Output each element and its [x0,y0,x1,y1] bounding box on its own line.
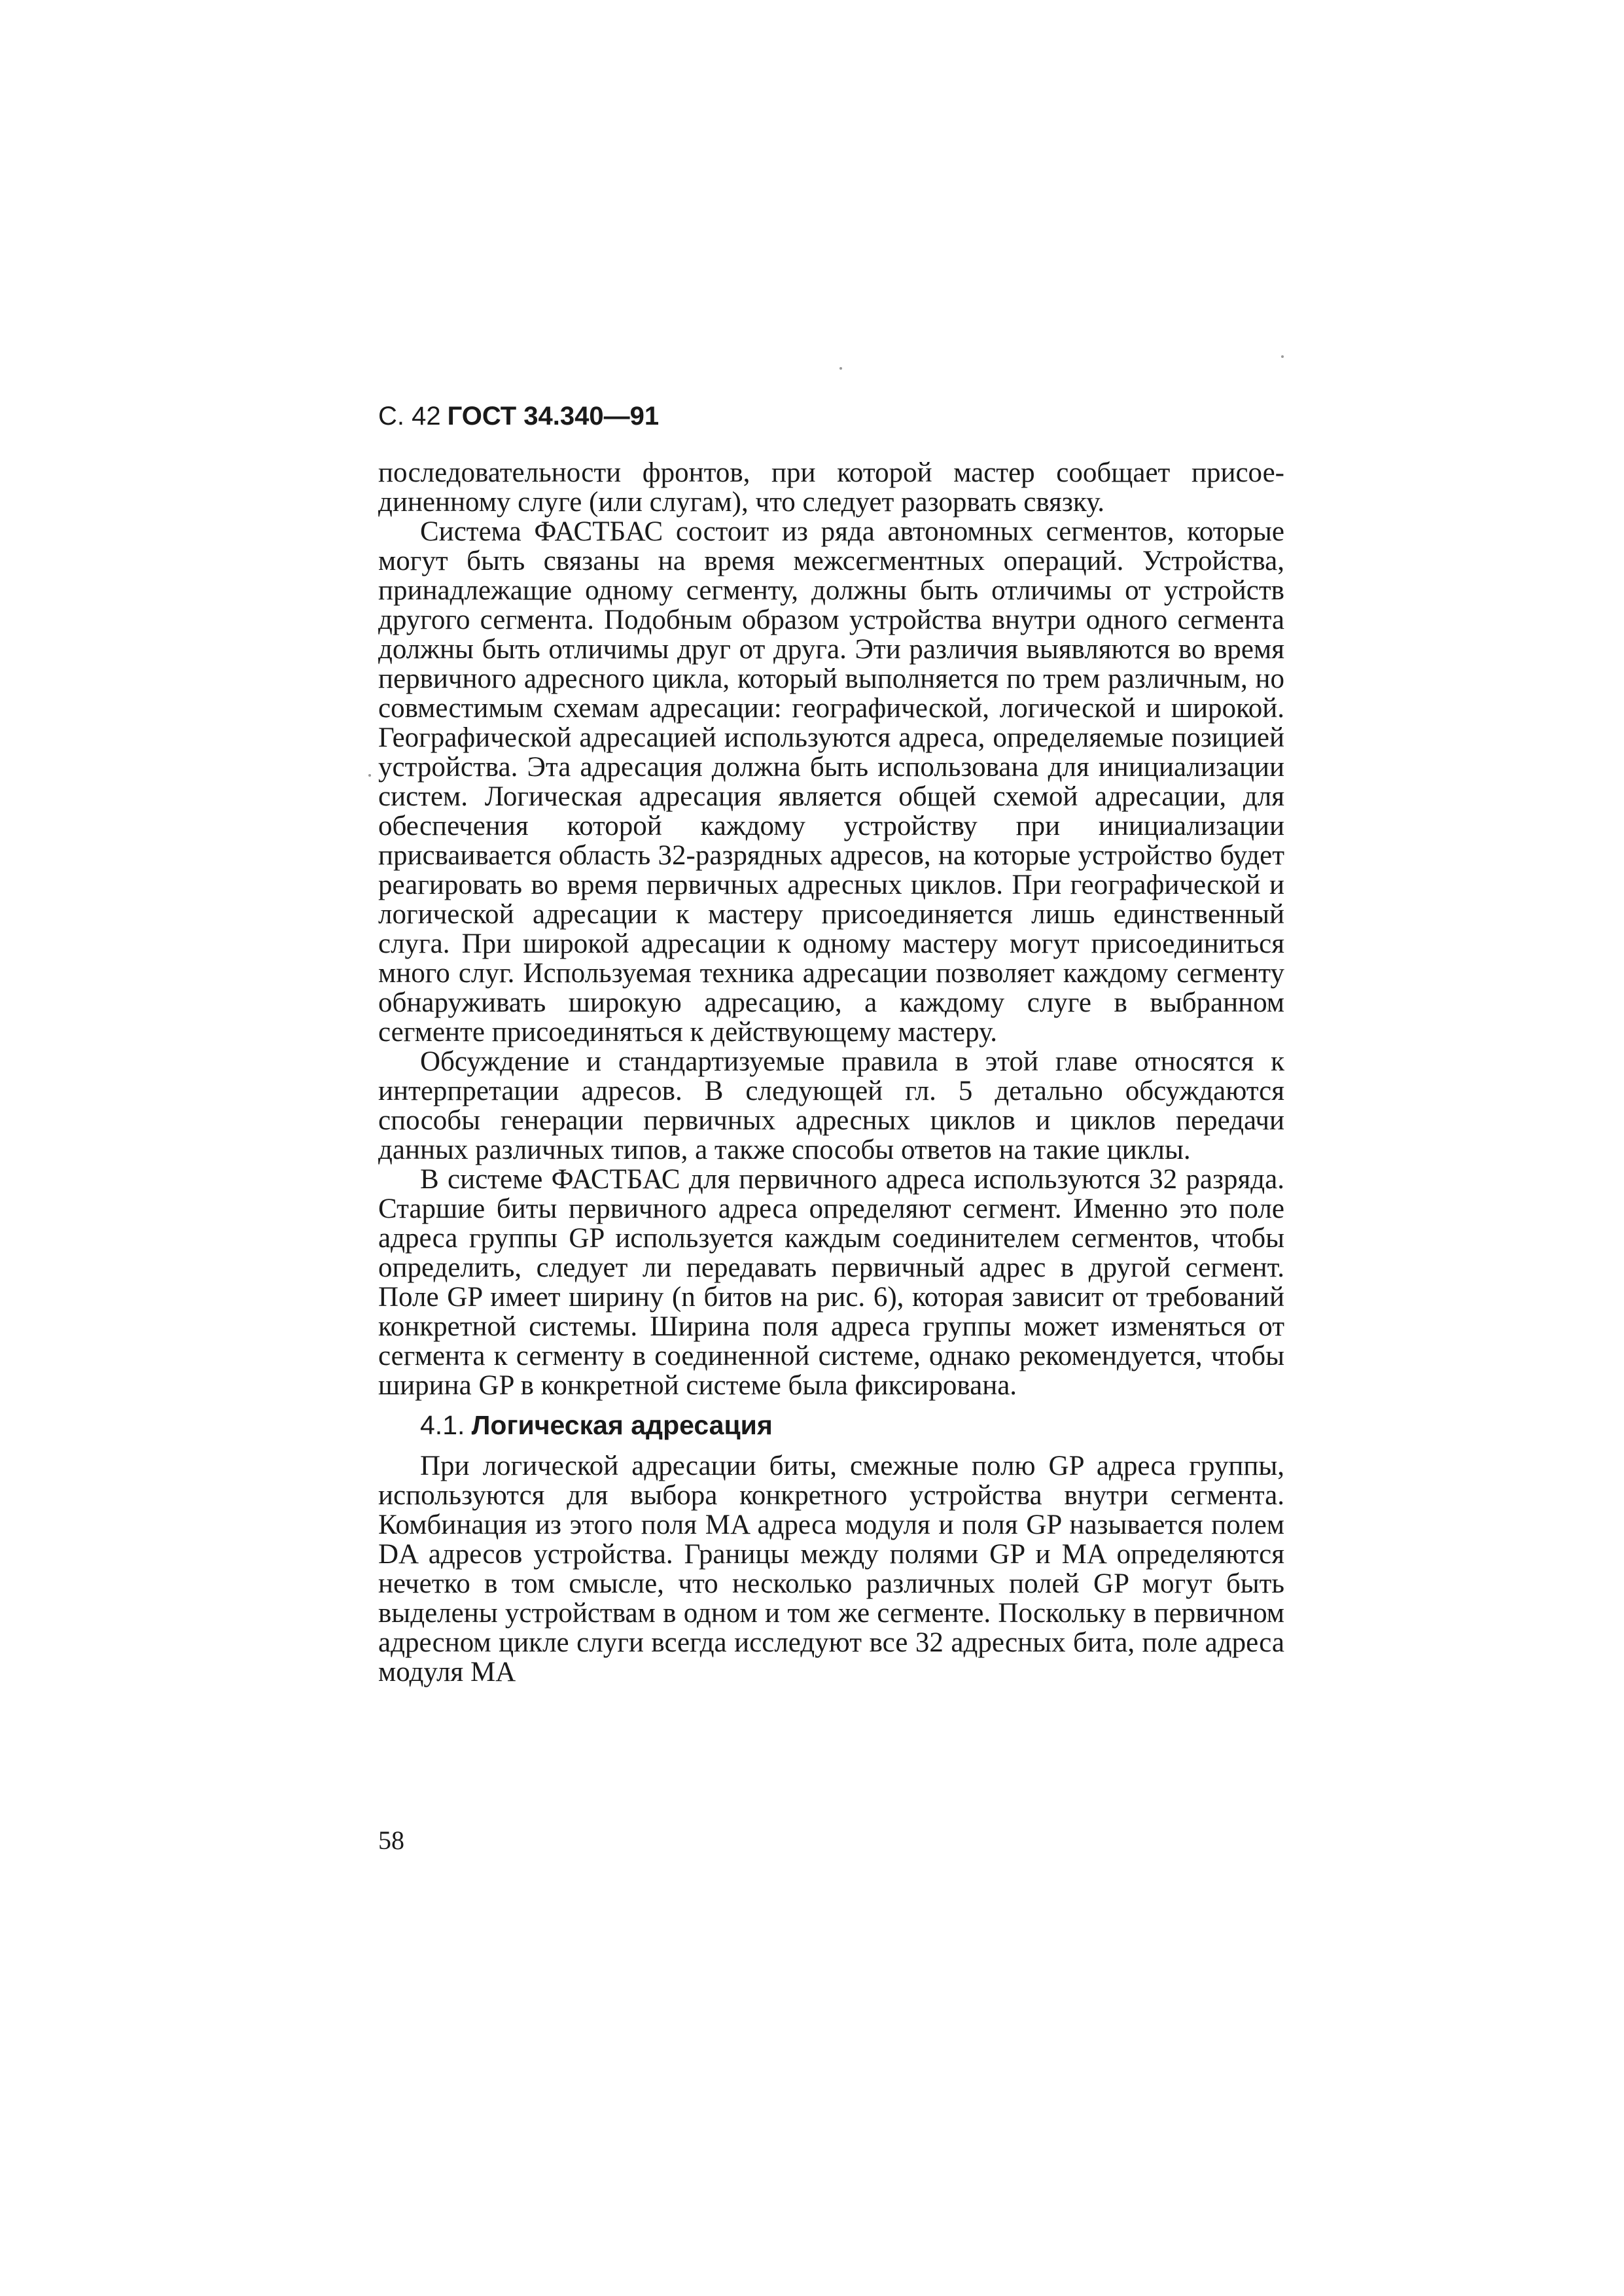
standard-designation: ГОСТ 34.340—91 [447,402,660,431]
section-number: 4.1. [420,1410,465,1440]
paragraph-4: В системе ФАСТБАС для первичного адреса используются 32 разряда. Старшие биты первичного адреса определяют сегмент. Именно это поле адреса группы GP используется каждым соединителем сегментов, чтобы определить, следует ли передавать первичный адрес в другой сегмент. Поле GP имеет ширину (n битов на рис. 6), которая зависит от требований конкретной системы. Ширина поля адреса группы может изменяться от сегмента к сегменту в соединенной системе, однако рекомендуется, чтобы ширина GP в конкретной системе была фиксирована. [378,1164,1284,1401]
scan-speck [1281,355,1284,358]
page-number: 58 [378,1826,404,1855]
paragraph-1: последовательности фронтов, при которой мастер сообщает присоединенному слуге (или слугам), что следует разорвать связку. [378,457,1284,518]
body-text [378,458,1284,1687]
paragraph-3: Обсуждение и стандартизуемые правила в этой главе относятся к интерпретации адресов. В следующей гл. 5 детально обсуждаются способы генерации первичных адресных циклов и циклов передачи данных различных типов, а также способы ответов на такие циклы. [378,1046,1284,1165]
section-heading [378,1409,1284,1441]
section-title: Логическая адресация [471,1410,773,1440]
scan-speck [839,367,842,370]
scan-speck [368,774,371,777]
page-header [378,400,659,432]
paragraph-2: Система ФАСТБАС состоит из ряда автономных сегментов, которые могут быть связаны на время межсегментных операций. Устройства, принадлежащие одному сегменту, должны быть отличимы от устройств другого сегмента. Подобным образом устройства внутри одного сегмента должны быть отличимы друг от друга. Эти различия выявляются во время первичного адресного цикла, который выполняется по трем различным, но совместимым схемам адресации: географической, логической и широкой. Географической адресацией используются адреса, определяемые позицией устройства. Эта адресация должна быть использована для инициализации систем. Логическая адресация является общей схемой адресации, для обеспечения которой каждому устройству при инициализации присваивается область 32-разрядных адресов, на которые устройство будет реагировать во время первичных адресных циклов. При географической и логической адресации к мастеру присоединяется лишь единственный слуга. При широкой адресации к одному мастеру могут присоединиться много слуг. Используемая техника адресации позволяет каждому сегменту обнаруживать широкую адресацию, а каждому слуге в выбранном сегменте присоединяться к действующему мастеру. [378,516,1284,1048]
page-ref: С. 42 [378,402,441,431]
paragraph-5: При логической адресации биты, смежные полю GP адреса группы, используются для выбора конкретного устройства внутри сегмента. Комбинация из этого поля MA адреса модуля и поля GP называется полем DA адресов устройства. Границы между полями GP и MA определяются нечетко в том смысле, что несколько различных полей GP могут быть выделены устройствам в одном и том же сегменте. Поскольку в первичном адресном цикле слуги всегда исследуют все 32 адресных бита, поле адреса модуля MA [378,1451,1284,1687]
